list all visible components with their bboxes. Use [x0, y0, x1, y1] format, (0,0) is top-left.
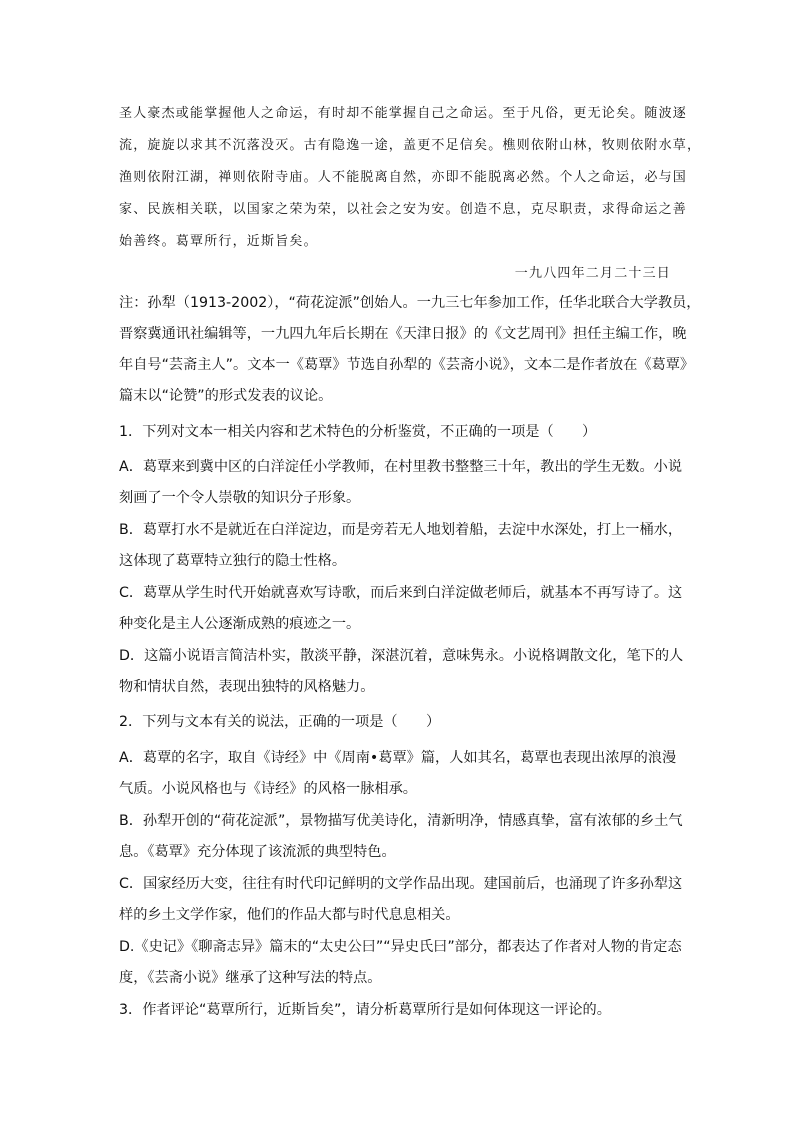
option-d-line: 物和情状自然，表现出独特的风格魅力。 — [119, 679, 375, 695]
option-b-line: B．葛覃打水不是就近在白洋淀边，而是旁若无人地划着船，去淀中水深处，打上一桶水， — [119, 522, 683, 538]
note-line: 注：孙犁（1913-2002），“荷花淀派”创始人。一九三七年参加工作，任华北联合大学教员， — [119, 295, 701, 311]
option-d-line: D.《史记》《聊斋志异》篇末的“太史公曰”“异史氏曰”部分，都表达了作者对人物的肯定态 — [119, 939, 682, 955]
option-a-line: A．葛覃来到冀中区的白洋淀任小学教师，在村里教书整整三十年，教出的学生无数。小说 — [119, 459, 683, 475]
essay-line: 家、民族相关联，以国家之荣为荣，以社会之安为安。创造不息，克尽职责，求得命运之善 — [119, 202, 688, 217]
question-stem: 3．作者评论“葛覃所行，近斯旨矣”，请分析葛覃所行是如何体现这一评论的。 — [119, 1002, 611, 1018]
option-c-line: 种变化是主人公逐渐成熟的痕迹之一。 — [119, 616, 361, 632]
option-b-line: 息。《葛覃》充分体现了该流派的典型特色。 — [119, 844, 396, 860]
option-a-line: A．葛覃的名字，取自《诗经》中《周南•葛覃》篇，人如其名，葛覃也表现出浓厚的浪漫 — [119, 750, 677, 766]
essay-line: 流，旋旋以求其不沉落没灭。古有隐逸一途，盖更不足信矣。樵则依附山林，牧则依附水草， — [119, 138, 702, 153]
option-d-line: 度，《芸斋小说》继承了这种写法的特点。 — [119, 970, 382, 986]
question-stem: 1．下列对文本一相关内容和艺术特色的分析鉴赏，不正确的一项是（ ） — [119, 424, 597, 440]
essay-line: 圣人豪杰或能掌握他人之命运，有时却不能掌握自己之命运。至于凡俗，更无论矣。随波逐 — [119, 106, 688, 121]
option-c-line: 样的乡土文学作家，他们的作品大都与时代息息相关。 — [119, 907, 460, 923]
essay-line: 渔则依附江湖，禅则依附寺庙。人不能脱离自然，亦即不能脱离必然。个人之命运，必与国 — [119, 170, 688, 185]
note-line: 晋察冀通讯社编辑等，一九四九年后长期在《天津日报》的《文艺周刊》担任主编工作，晚 — [119, 326, 687, 342]
option-a-line: 气质。小说风格也与《诗经》的风格一脉相承。 — [119, 781, 417, 797]
option-b-line: B．孙犁开创的“荷花淀派”，景物描写优美诗化，清新明净，情感真挚，富有浓郁的乡土气 — [119, 813, 683, 829]
essay-line: 始善终。葛覃所行，近斯旨矣。 — [119, 234, 318, 249]
option-d-line: D．这篇小说语言简洁朴实，散淡平静，深湛沉着，意味隽永。小说格调散文化，笔下的人 — [119, 648, 684, 664]
option-a-line: 刻画了一个令人崇敬的知识分子形象。 — [119, 490, 361, 506]
option-c-line: C．国家经历大变，往往有时代印记鲜明的文学作品出现。建国前后，也涌现了许多孙犁这 — [119, 876, 683, 892]
option-b-line: 这体现了葛覃特立独行的隐士性格。 — [119, 553, 347, 569]
note-line: 篇末以“论赞”的形式发表的议论。 — [119, 388, 333, 404]
option-c-line: C．葛覃从学生时代开始就喜欢写诗歌，而后来到白洋淀做老师后，就基本不再写诗了。这 — [119, 585, 683, 601]
note-line: 年自号“芸斋主人”。文本一《葛覃》节选自孙犁的《芸斋小说》，文本二是作者放在《葛覃》 — [119, 357, 695, 373]
question-stem: 2．下列与文本有关的说法，正确的一项是（ ） — [119, 714, 441, 730]
essay-date: 一九八四年二月二十三日 — [514, 266, 671, 281]
